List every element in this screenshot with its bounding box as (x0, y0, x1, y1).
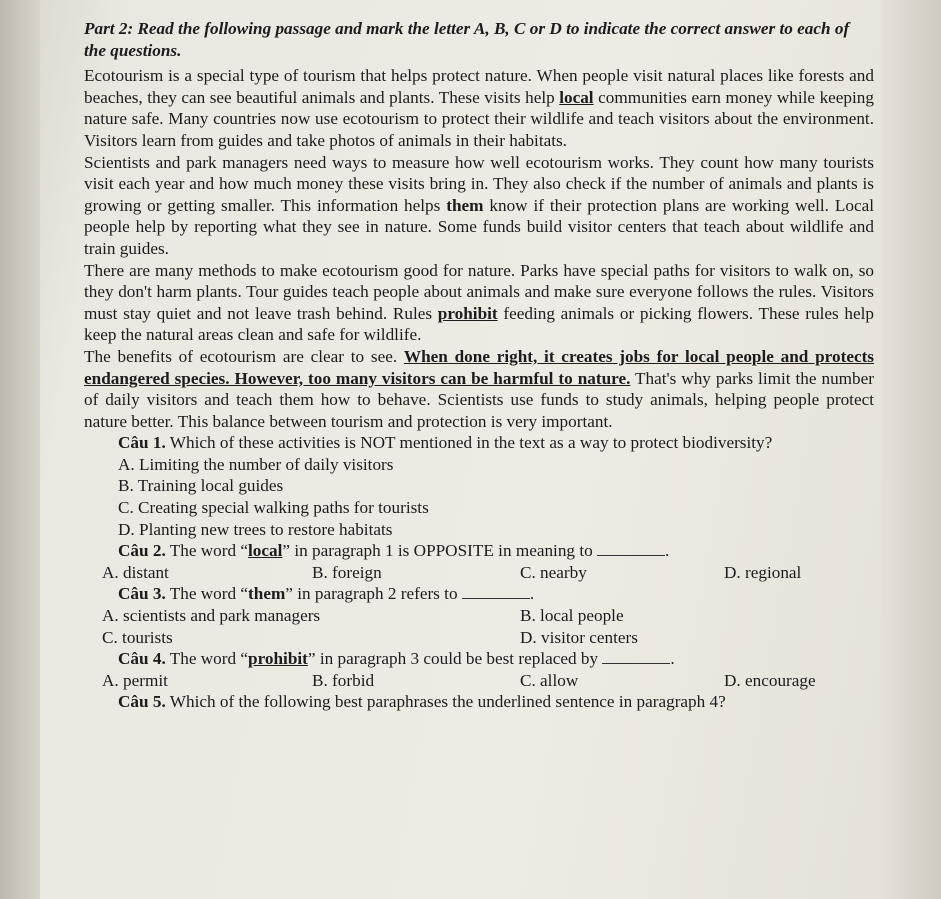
question-5: Câu 5. Which of the following best paraphrases the underlined sentence in paragraph 4? (118, 692, 726, 712)
q3-option-d[interactable]: D. visitor centers (520, 627, 638, 647)
word-them: them (446, 195, 484, 215)
answer-blank (597, 555, 665, 556)
q3-option-a[interactable]: A. scientists and park managers (102, 606, 321, 626)
q3-options-row-2 (84, 627, 874, 649)
right-page-edge (881, 0, 941, 899)
question-2: Câu 2. The word “local” in paragraph 1 is OPPOSITE in meaning to . (118, 541, 670, 561)
question-4: Câu 4. The word “prohibit” in paragraph 3 could be best replaced by . (118, 649, 675, 669)
word-prohibit: prohibit (437, 303, 498, 323)
answer-blank (462, 598, 530, 599)
q4-option-a[interactable]: A. permit (102, 670, 168, 690)
document-content (84, 18, 874, 713)
q2-option-b[interactable]: B. foreign (312, 562, 382, 582)
part-title: Part 2: Read the following passage and mark the letter A, B, C or D to indicate the correct answer to each of the questions. (84, 19, 850, 60)
q3-options-row-1 (84, 605, 874, 627)
q1-option-d[interactable]: D. Planting new trees to restore habitats (118, 519, 393, 539)
q1-option-a[interactable]: A. Limiting the number of daily visitors (118, 454, 394, 474)
question-1: Câu 1. Which of these activities is NOT mentioned in the text as a way to protect biodiversity? (118, 433, 773, 453)
paragraph-2: Scientists and park managers need ways to measure how well ecotourism works. They count how many tourists visit each year and how much money these visits bring in. They also check if the number of animals and plants is growing or getting smaller. This information helps them know if their protection plans are working well. Local people help by reporting what they see in nature. Some funds build visitor centers that teach about wildlife and train guides. (84, 152, 875, 258)
paragraph-1: Ecotourism is a special type of tourism that helps protect nature. When people visit natural places like forests and beaches, they can see beautiful animals and plants. These visits help local communities earn money while keeping nature safe. Many countries now use ecotourism to protect their wildlife and teach visitors about the environment. Visitors learn from guides and take photos of animals in their habitats. (84, 66, 874, 150)
underlined-sentence: When done right, it creates jobs for local people and protects endangered species. However, too many visitors can be harmful to nature. (84, 346, 874, 388)
q2-option-d[interactable]: D. regional (724, 562, 802, 582)
q2-options (84, 562, 874, 584)
left-page-edge (0, 0, 40, 899)
q4-option-b[interactable]: B. forbid (312, 670, 375, 690)
q4-options (84, 670, 874, 692)
q4-option-c[interactable]: C. allow (520, 670, 579, 690)
q3-option-c[interactable]: C. tourists (102, 627, 173, 647)
question-3: Câu 3. The word “them” in paragraph 2 refers to . (118, 584, 535, 604)
paragraph-3: There are many methods to make ecotourism good for nature. Parks have special paths for visitors to walk on, so they don't harm plants. Tour guides teach people about animals and make sure everyone follows the rules. Visitors must stay quiet and not leave trash behind. Rules prohibit feeding animals or picking flowers. These rules help keep the natural areas clean and safe for wildlife. (84, 260, 874, 345)
q3-option-b[interactable]: B. local people (520, 606, 624, 626)
word-local: local (559, 87, 594, 107)
q1-option-c[interactable]: C. Creating special walking paths for tourists (118, 498, 429, 518)
q4-option-d[interactable]: D. encourage (724, 670, 816, 690)
answer-blank (602, 663, 670, 664)
q2-option-a[interactable]: A. distant (102, 562, 169, 582)
q1-option-b[interactable]: B. Training local guides (118, 476, 284, 496)
q2-option-c[interactable]: C. nearby (520, 562, 587, 582)
paragraph-4: The benefits of ecotourism are clear to see. When done right, it creates jobs for local people and protects endangered species. However, too many visitors can be harmful to nature. That's why parks limit the number of daily visitors and teach them how to behave. Scientists use funds to study animals, helping people protect nature better. This balance between tourism and protection is very important. (84, 346, 874, 431)
